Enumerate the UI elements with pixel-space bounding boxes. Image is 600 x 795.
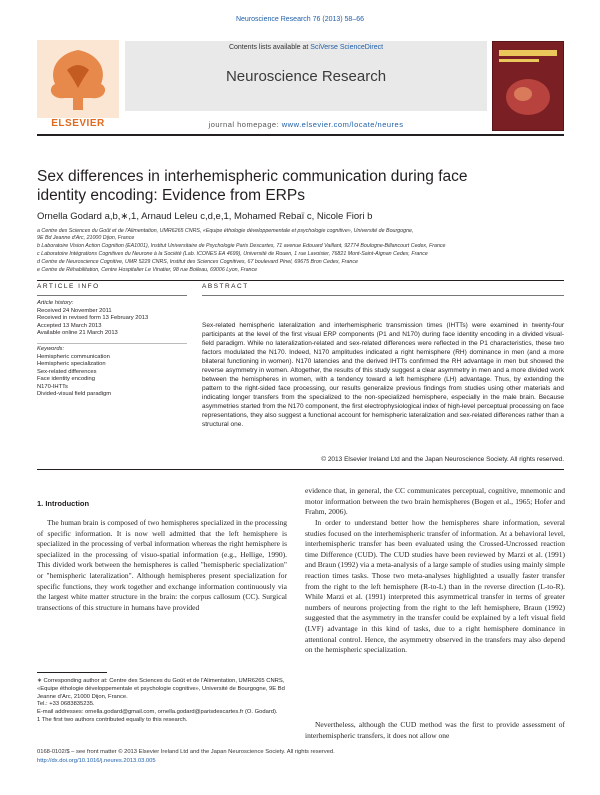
affiliation-e: e Centre de Réhabilitation, Centre Hospitalier Le Vinatier, 98 rue Boileau, 69006 Lyon, France	[37, 267, 258, 273]
article-info-heading: ARTICLE INFO	[37, 283, 100, 290]
keywords-block	[37, 346, 187, 399]
publisher-name: ELSEVIER	[51, 118, 105, 129]
homepage-line	[125, 120, 487, 129]
intro-right-para-3: Nevertheless, although the CUD method was the first to provide assessment of interhemispheric transfers, it does not allow one	[305, 720, 565, 740]
abstract-heading: ABSTRACT	[202, 283, 249, 290]
contents-line	[125, 44, 487, 51]
intro-left-column: The human brain is composed of two hemispheres specialized in the processing of specific information. It is now well admitted that the left hemisphere is specialized in the processing of verbal information whereas the right hemisphere is specialized in the processing of visuo-spatial information (e.g., Hellige, 1990). This divided work between the hemispheres is called "hemispheric specialization" or "hemispheric lateralization". Although hemispheres present specialization for specific functions, they work together and exchange information continuously via the largest white matter structure in the brain: the corpus callosum (CC). Surgical transections of this structure in humans have provided	[37, 518, 287, 612]
sciencedirect-link[interactable]: SciVerse ScienceDirect	[310, 44, 384, 51]
keywords-rule	[37, 343, 187, 344]
keyword: Hemispheric specialization	[37, 361, 106, 367]
section-rule	[37, 280, 564, 281]
keyword: N170-IHTTs	[37, 383, 68, 390]
affiliation-a: a Centre des Sciences du Goût et de l'Alimentation, UMR6265 CNRS, «Equipe éthologie développementale et psychologie cognitive», Université de Bourgogne,	[37, 228, 414, 234]
affiliation-a-address: 9E Bd Jeanne d'Arc, 21000 Dijon, France	[37, 235, 135, 241]
author-list: Ornella Godard a,b,∗,1, Arnaud Leleu c,d,e,1, Mohamed Rebaï c, Nicole Fiori b	[37, 211, 373, 222]
abstract-copyright: © 2013 Elsevier Ireland Ltd and the Japan Neuroscience Society. All rights reserved.	[321, 456, 564, 463]
history-revised: Received in revised form 13 February 2013	[37, 315, 149, 321]
affiliation-c: c Laboratoire Intégrations Cognitives du Neurone à la Société (Lab. ICONES EA 4699), Université de Rouen, 1 rue Lavoisier, 76821 Mont-Saint-Aignan Cedex, France	[37, 251, 428, 257]
footnotes	[37, 678, 287, 725]
footnote-tel: Tel.: +33 0683835235.	[37, 701, 95, 708]
affiliation-d: d Centre de Neuroscience Cognitive, UMR 5229 CNRS, Institut des Sciences Cognitives, 67 boulevard Pinel, 69675 Bron Cedex, France	[37, 259, 358, 265]
footnote-equal-contribution: 1 The first two authors contributed equally to this research.	[37, 716, 188, 723]
history-accepted: Accepted 13 March 2013	[37, 322, 102, 329]
footnote-rule	[37, 672, 107, 673]
doi-link[interactable]: http://dx.doi.org/10.1016/j.neures.2013.03.005	[37, 758, 156, 764]
homepage-link[interactable]: www.elsevier.com/locate/neures	[281, 120, 404, 129]
article-history	[37, 300, 187, 338]
history-received: Received 24 November 2011	[37, 307, 112, 314]
journal-cover-image	[492, 41, 564, 131]
abstract-text: Sex-related hemispheric lateralization and interhemispheric transmission times (IHTTs) were examined in twenty-four participants at the level of the first visual ERP components (P1 and N170) during face identity encoding in a divided visual-field paradigm. While no lateralization-related and sex-related differences were reflected in the P1 characteristics, these two factors modulated the N170. Indeed, N170 amplitudes indicated a right hemisphere (RH) dominance in men (and a more bilateral functioning in women). N170 latencies and the derived IHTTs confirmed the RH advantage in men but showed the reverse asymmetry in women. Altogether, the results of this study suggest a clear asymmetry in men and a more divided work between the hemispheres in women, with a tendency toward a left hemisphere (LH) advantage. Thus, by extending the pattern to the right-sided face processing, our results generalize previous findings from studies using other materials and indicating longer transfers from the specialized to the non-specialized hemisphere, especially in the male brain. Because asymmetries started from the N170 component, the first electrophysiological index of high-level perceptual processing on face representations, they also suggest a functional account for hemispheric lateralization and sex-related differences rather than a structural one.	[202, 322, 564, 428]
affiliation-b: b Laboratoire Vision Action Cognition (EA1001), Institut Universitaire de Psychologie Paris Descartes, 71 avenue Edouard Vaillant, 92774 Boulogne-Billancourt Cedex, France	[37, 243, 446, 249]
abstract-end-rule	[37, 469, 564, 470]
contents-prefix: Contents lists available at	[228, 44, 311, 51]
abstract-rule	[202, 295, 564, 296]
article-title: Sex differences in interhemispheric communication during face identity encoding: Evidence from ERPs	[37, 168, 468, 204]
footnote-email[interactable]: E-mail addresses: ornella.godard@gmail.com, ornella.godard@parisdescartes.fr (O. Godard).	[37, 709, 278, 716]
homepage-prefix: journal homepage:	[208, 120, 282, 129]
introduction-heading: 1. Introduction	[37, 499, 90, 508]
keywords-label: Keywords:	[37, 346, 65, 352]
issn-line: 0168-0102/$ – see front matter © 2013 Elsevier Ireland Ltd and the Japan Neuroscience Society. All rights reserved.	[37, 749, 335, 755]
keyword: Sex-related differences	[37, 368, 97, 375]
journal-citation[interactable]: Neuroscience Research 76 (2013) 58–66	[235, 16, 365, 23]
intro-right-para-2: In order to understand better how the hemispheres share information, several studies focused on the interhemispheric transfer of information. At a behavioral level, interhemispheric transfer has been evaluated using the Crossed-Uncrossed reaction time Difference (CUD). The CUD studies have been reviewed by Marzi et al. (1991) and Braun (1992) via a meta-analysis of a large sample of studies using mainly simple reaction times tasks. Those two meta-analyses highlighted a usually faster transfer from the right to the left hemisphere (R-to-L) than in the reverse direction (L-to-R). While Marzi et al. (1991) interpreted this asymmetrical transfer in terms of greater numbers of neurons projecting from the right to the left hemisphere, Braun (1992) suggested that the asymmetry in the transfer could be explained by a left visual field (LVF) advantage in this kind of tasks, due to a right hemisphere dominance in attentional control. Hence, the asymmetry observed in the transfers may also depend on the hemispheric specialization.	[305, 518, 565, 655]
journal-title: Neuroscience Research	[225, 68, 387, 85]
history-online: Available online 21 March 2013	[37, 330, 118, 336]
footnote-corresponding: ∗ Corresponding author at: Centre des Sciences du Goût et de l'Alimentation, UMR6265 CNRS, «Equipe éthologie développementale et psychologie cognitive», Université de Bourgogne, 9E Bd Jeanne d'Arc, 21000 Dijon, France.	[37, 678, 285, 700]
intro-right-para-1: evidence that, in general, the CC communicates perceptual, cognitive, mnemonic and motor information between the two brain hemispheres (Bogen et al., 1965; Hofer and Frahm, 2006).	[305, 486, 565, 517]
history-label: Article history:	[37, 300, 74, 306]
article-info-rule	[37, 295, 187, 296]
keyword: Face identity encoding	[37, 376, 96, 382]
elsevier-tree-logo	[37, 40, 119, 130]
header-rule	[37, 134, 564, 136]
keyword: Hemispheric communication	[37, 353, 110, 360]
keyword: Divided-visual field paradigm	[37, 391, 112, 397]
